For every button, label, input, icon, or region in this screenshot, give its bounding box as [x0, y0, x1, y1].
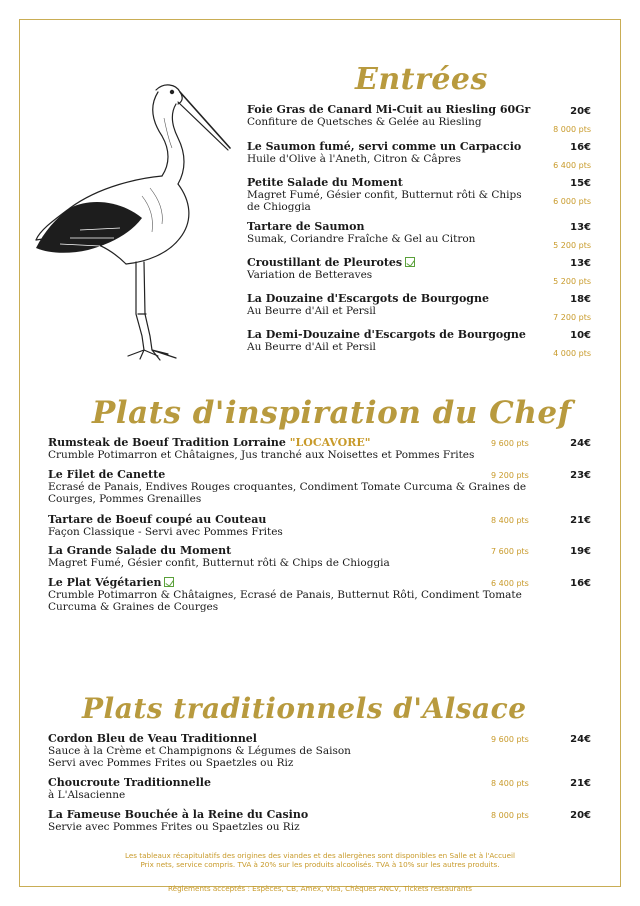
item-points: 8 400 pts: [491, 516, 529, 525]
item-name-row: [48, 437, 538, 449]
item-points: 9 600 pts: [491, 735, 529, 744]
item-name: La Grande Salade du Moment: [48, 544, 232, 557]
item-name-row: [247, 257, 537, 269]
menu-item: [247, 329, 537, 353]
menu-item: [247, 221, 537, 245]
item-points: 6 400 pts: [553, 161, 591, 170]
item-name: Le Saumon fumé, servi comme un Carpaccio: [247, 140, 522, 153]
item-name: Petite Salade du Moment: [247, 176, 403, 189]
menu-item: [48, 514, 538, 538]
item-points: 5 200 pts: [553, 241, 591, 250]
item-price: 24€: [570, 438, 591, 449]
item-name: Foie Gras de Canard Mi-Cuit au Riesling 60Gr: [247, 103, 531, 116]
item-name: Tartare de Boeuf coupé au Couteau: [48, 513, 267, 526]
item-points: 7 200 pts: [553, 313, 591, 322]
item-description: Magret Fumé, Gésier confit, Butternut rôti & Chips de Chioggia: [247, 189, 522, 213]
item-points: 4 000 pts: [553, 349, 591, 358]
item-description-secondary: Servi avec Pommes Frites ou Spaetzles ou Riz: [48, 757, 294, 769]
menu-item: [48, 545, 538, 569]
item-description: Magret Fumé, Gésier confit, Butternut rôti & Chips de Chioggia: [48, 557, 390, 569]
footer-allergen-note: Les tableaux récapitulatifs des origines des viandes et des allergènes sont disponibles en Salle et à l'Accueil: [124, 851, 516, 860]
item-price: 16€: [570, 578, 591, 589]
item-description: Servie avec Pommes Frites ou Spaetzles ou Riz: [48, 821, 300, 833]
item-points: 9 200 pts: [491, 471, 529, 480]
item-name: Le Filet de Canette: [48, 468, 166, 481]
menu-item: [48, 469, 538, 505]
item-description: Crumble Potimarron & Châtaignes, Ecrasé de Panais, Butternut Rôti, Condiment Tomate Curcuma & Graines de Courges: [48, 589, 522, 613]
item-points: 6 400 pts: [491, 579, 529, 588]
item-price: 19€: [570, 546, 591, 557]
item-price: 13€: [570, 258, 591, 269]
item-price: 10€: [570, 330, 591, 341]
menu-item: [247, 257, 537, 281]
item-description: Sumak, Coriandre Fraîche & Gel au Citron: [247, 233, 476, 245]
item-points: 9 600 pts: [491, 439, 529, 448]
item-description: Façon Classique - Servi avec Pommes Frites: [48, 526, 283, 538]
menu-item: [48, 777, 488, 801]
footer-price-note: Prix nets, service compris. TVA à 20% sur les produits alcoolisés. TVA à 10% sur les autres produits.: [140, 860, 500, 869]
menu-item: [247, 293, 537, 317]
footer-payment-note: Règlements acceptés : Espèces, CB, Amex, Visa, Chèques ANCV, Tickets restaurants: [167, 884, 473, 893]
item-description: Crumble Potimarron et Châtaignes, Jus tranché aux Noisettes et Pommes Frites: [48, 449, 475, 461]
item-name: La Fameuse Bouchée à la Reine du Casino: [48, 808, 309, 821]
item-points: 8 000 pts: [491, 811, 529, 820]
item-price: 16€: [570, 142, 591, 153]
menu-item: [247, 104, 537, 128]
item-points: 6 000 pts: [553, 197, 591, 206]
vegetarian-leaf-icon: [164, 577, 174, 587]
item-price: 21€: [570, 778, 591, 789]
menu-item: [48, 733, 488, 769]
locavore-tag: "LOCAVORE": [289, 436, 371, 449]
section-title-chef: Plats d'inspiration du Chef: [92, 395, 572, 431]
item-price: 24€: [570, 734, 591, 745]
section-title-alsace: Plats traditionnels d'Alsace: [82, 692, 527, 725]
item-name: Choucroute Traditionnelle: [48, 776, 211, 789]
item-price: 20€: [570, 106, 591, 117]
item-name: La Douzaine d'Escargots de Bourgogne: [247, 292, 489, 305]
item-name-row: [48, 577, 538, 589]
item-price: 13€: [570, 222, 591, 233]
item-price: 20€: [570, 810, 591, 821]
stork-illustration: [30, 78, 240, 363]
item-description: Confiture de Quetsches & Gelée au Riesling: [247, 116, 482, 128]
item-points: 7 600 pts: [491, 547, 529, 556]
vegetarian-leaf-icon: [405, 257, 415, 267]
item-name: Cordon Bleu de Veau Traditionnel: [48, 732, 257, 745]
item-description: Au Beurre d'Ail et Persil: [247, 341, 376, 353]
item-description: Variation de Betteraves: [247, 269, 373, 281]
item-name: Croustillant de Pleurotes: [247, 256, 403, 269]
item-price: 15€: [570, 178, 591, 189]
menu-item: [247, 141, 537, 165]
item-points: 8 000 pts: [553, 125, 591, 134]
item-name: Tartare de Saumon: [247, 220, 365, 233]
item-price: 18€: [570, 294, 591, 305]
item-name: La Demi-Douzaine d'Escargots de Bourgogne: [247, 328, 526, 341]
item-description: Ecrasé de Panais, Endives Rouges croquantes, Condiment Tomate Curcuma & Graines de Courges, Pommes Grenailles: [48, 481, 527, 505]
item-points: 8 400 pts: [491, 779, 529, 788]
item-name: Rumsteak de Boeuf Tradition Lorraine: [48, 436, 286, 449]
item-description: Sauce à la Crème et Champignons & Légumes de Saison: [48, 745, 351, 757]
menu-item: [48, 437, 538, 461]
item-price: 23€: [570, 470, 591, 481]
item-description: Au Beurre d'Ail et Persil: [247, 305, 376, 317]
item-description: à L'Alsacienne: [48, 789, 126, 801]
item-name: Le Plat Végétarien: [48, 576, 162, 589]
menu-item: [48, 809, 488, 833]
item-price: 21€: [570, 515, 591, 526]
item-description: Huile d'Olive à l'Aneth, Citron & Câpres: [247, 153, 462, 165]
item-points: 5 200 pts: [553, 277, 591, 286]
menu-item: [247, 177, 537, 213]
section-title-entrees: Entrées: [355, 62, 488, 97]
menu-item: [48, 577, 538, 613]
